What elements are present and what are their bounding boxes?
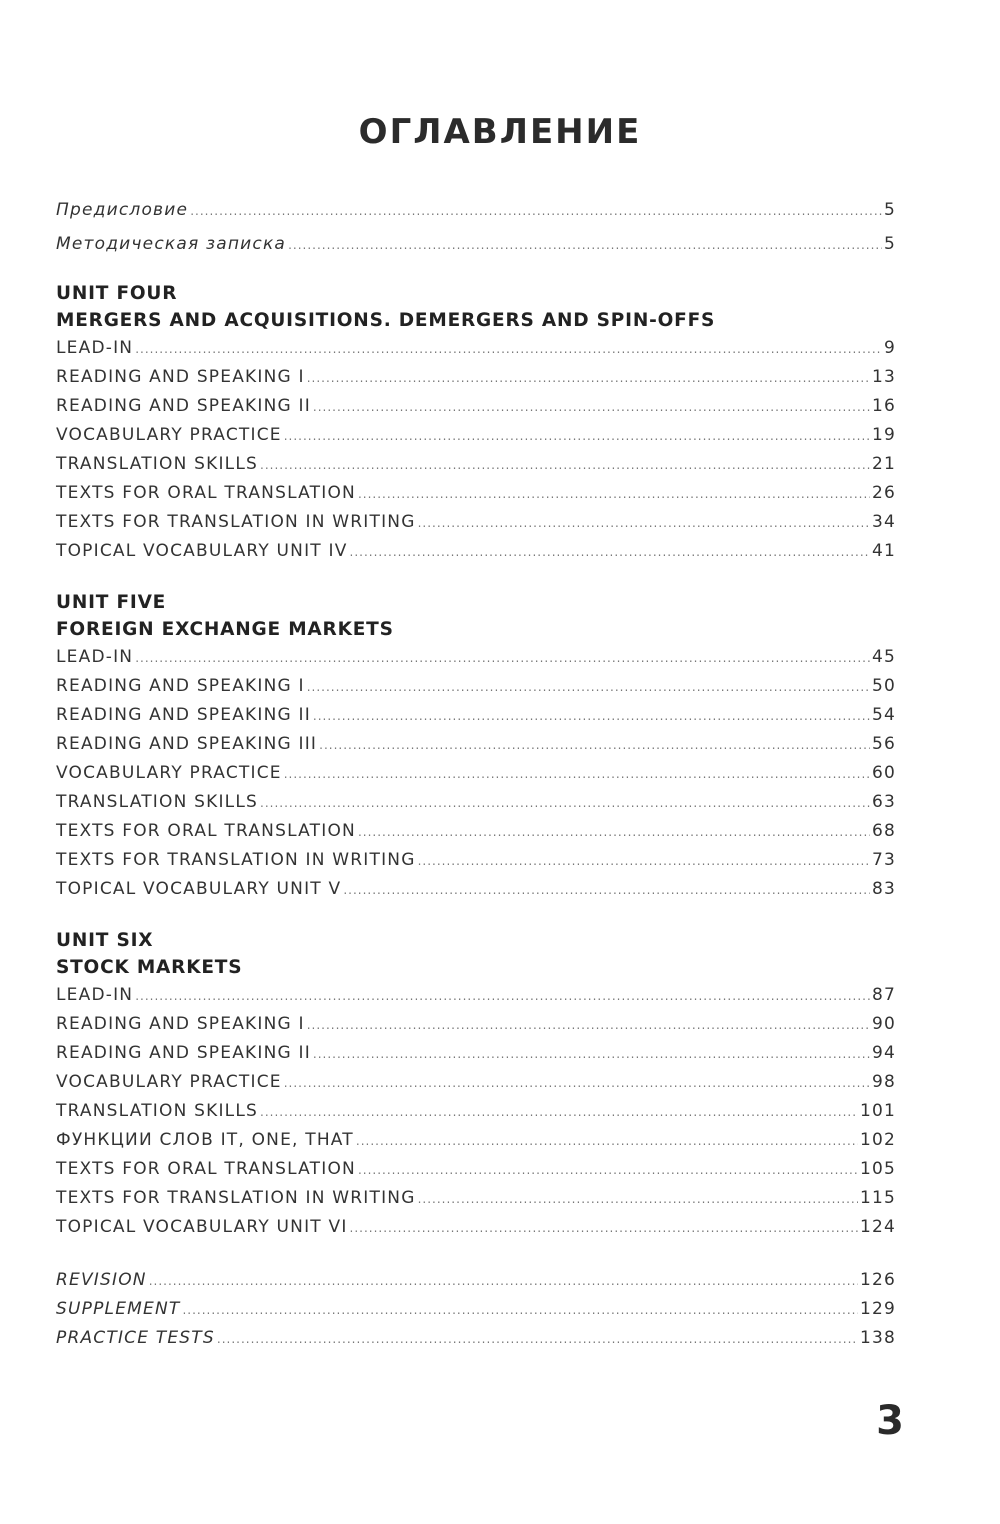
toc-entry-page: 94 <box>871 1043 896 1063</box>
toc-entry-page: 102 <box>859 1130 896 1150</box>
toc-entry-page: 21 <box>871 454 896 474</box>
toc-entry[interactable] <box>56 1295 896 1324</box>
toc-entry-label: READING AND SPEAKING II <box>56 705 311 725</box>
toc-entry[interactable] <box>56 788 896 817</box>
toc-entry-page: 9 <box>883 338 896 358</box>
toc-entry-label: READING AND SPEAKING II <box>56 396 311 416</box>
toc-entry-page: 16 <box>871 396 896 416</box>
dot-leader <box>284 422 870 451</box>
toc-entry[interactable] <box>56 363 896 392</box>
dot-leader <box>307 1011 870 1040</box>
toc-entry-page: 105 <box>859 1159 896 1179</box>
toc-entry[interactable] <box>56 730 896 759</box>
toc-entry[interactable] <box>56 759 896 788</box>
toc-entry[interactable] <box>56 1155 896 1184</box>
dot-leader <box>182 1296 857 1325</box>
toc-entry-page: 5 <box>883 234 896 254</box>
toc-entry[interactable] <box>56 193 896 227</box>
toc-entry[interactable] <box>56 421 896 450</box>
dot-leader <box>358 818 870 847</box>
unit-subtitle: MERGERS AND ACQUISITIONS. DEMERGERS AND SPIN-OFFS <box>56 310 716 331</box>
toc-entry-page: 101 <box>859 1101 896 1121</box>
toc-entry[interactable] <box>56 479 896 508</box>
toc-entry[interactable] <box>56 981 896 1010</box>
dot-leader <box>356 1127 858 1156</box>
page-number: 3 <box>876 1398 904 1444</box>
unit-subtitle: FOREIGN EXCHANGE MARKETS <box>56 619 394 640</box>
dot-leader <box>319 731 870 760</box>
dot-leader <box>288 228 882 262</box>
toc-entry-page: 19 <box>871 425 896 445</box>
dot-leader <box>190 194 882 228</box>
toc-entry[interactable] <box>56 1213 896 1242</box>
toc-entry-page: 56 <box>871 734 896 754</box>
toc-entry[interactable] <box>56 392 896 421</box>
toc-entry-label: REVISION <box>56 1270 147 1290</box>
toc-entry-page: 73 <box>871 850 896 870</box>
toc-entry-page: 115 <box>859 1188 896 1208</box>
toc-entry-label: VOCABULARY PRACTICE <box>56 425 282 445</box>
dot-leader <box>350 1214 858 1243</box>
toc-entry-label: TRANSLATION SKILLS <box>56 1101 259 1121</box>
toc-entry-label: READING AND SPEAKING III <box>56 734 318 754</box>
toc-entry-page: 41 <box>871 541 896 561</box>
toc-entry-page: 83 <box>871 879 896 899</box>
toc-entry-label: READING AND SPEAKING II <box>56 1043 311 1063</box>
dot-leader <box>313 1040 870 1069</box>
dot-leader <box>358 480 870 509</box>
toc-entry-page: 138 <box>859 1328 896 1348</box>
dot-leader <box>284 760 870 789</box>
toc-entry[interactable] <box>56 1068 896 1097</box>
toc-entry-page: 26 <box>871 483 896 503</box>
toc-entry-label: SUPPLEMENT <box>56 1299 181 1319</box>
toc-entry[interactable] <box>56 846 896 875</box>
toc-entry-label: TRANSLATION SKILLS <box>56 792 259 812</box>
toc-entry[interactable] <box>56 508 896 537</box>
front-matter-list <box>56 193 896 261</box>
dot-leader <box>307 673 870 702</box>
unit-subtitle: STOCK MARKETS <box>56 957 243 978</box>
unit-heading: UNIT SIX <box>56 930 154 951</box>
dot-leader <box>284 1069 870 1098</box>
toc-entry[interactable] <box>56 1010 896 1039</box>
dot-leader <box>135 982 870 1011</box>
toc-entry-label: TOPICAL VOCABULARY UNIT VI <box>56 1217 348 1237</box>
toc-entry-label: TRANSLATION SKILLS <box>56 454 259 474</box>
toc-entry[interactable] <box>56 1266 896 1295</box>
dot-leader <box>217 1325 858 1354</box>
toc-entry-label: READING AND SPEAKING I <box>56 367 305 387</box>
unit-heading: UNIT FOUR <box>56 283 178 304</box>
toc-entry-label: TEXTS FOR ORAL TRANSLATION <box>56 1159 356 1179</box>
back-matter-list <box>56 1266 896 1353</box>
dot-leader <box>313 702 870 731</box>
toc-entry[interactable] <box>56 875 896 904</box>
dot-leader <box>260 789 870 818</box>
toc-entry-page: 34 <box>871 512 896 532</box>
toc-entry-label: ФУНКЦИИ СЛОВ IT, ONE, THAT <box>56 1130 354 1150</box>
toc-entry-label: VOCABULARY PRACTICE <box>56 1072 282 1092</box>
dot-leader <box>135 644 870 673</box>
dot-leader <box>260 451 870 480</box>
toc-entry-label: TOPICAL VOCABULARY UNIT V <box>56 879 342 899</box>
dot-leader <box>149 1267 858 1296</box>
toc-entry-label: VOCABULARY PRACTICE <box>56 763 282 783</box>
toc-entry[interactable] <box>56 450 896 479</box>
toc-entry-label: PRACTICE TESTS <box>56 1328 215 1348</box>
toc-entry[interactable] <box>56 817 896 846</box>
unit-six-section <box>56 927 896 1242</box>
toc-entry-label: Предисловие <box>56 200 189 220</box>
page-title: ОГЛАВЛЕНИЕ <box>358 112 642 152</box>
toc-entry[interactable] <box>56 227 896 261</box>
dot-leader <box>418 847 870 876</box>
toc-entry-label: TEXTS FOR ORAL TRANSLATION <box>56 483 356 503</box>
toc-entry-page: 5 <box>883 200 896 220</box>
toc-entry[interactable] <box>56 334 896 363</box>
toc-entry-page: 124 <box>859 1217 896 1237</box>
toc-entry-page: 126 <box>859 1270 896 1290</box>
toc-entry-page: 98 <box>871 1072 896 1092</box>
toc-entry[interactable] <box>56 1126 896 1155</box>
toc-entry-label: TEXTS FOR TRANSLATION IN WRITING <box>56 512 416 532</box>
toc-entry[interactable] <box>56 537 896 566</box>
toc-entry[interactable] <box>56 701 896 730</box>
toc-entry-label: LEAD-IN <box>56 338 134 358</box>
toc-entry-page: 60 <box>871 763 896 783</box>
dot-leader <box>135 335 882 364</box>
dot-leader <box>350 538 870 567</box>
toc-entry[interactable] <box>56 1184 896 1213</box>
dot-leader <box>260 1098 858 1127</box>
toc-entry[interactable] <box>56 1097 896 1126</box>
dot-leader <box>343 876 870 905</box>
toc-entry-page: 68 <box>871 821 896 841</box>
toc-entry-label: TEXTS FOR TRANSLATION IN WRITING <box>56 850 416 870</box>
toc-entry-label: Методическая записка <box>56 234 287 254</box>
toc-entry[interactable] <box>56 1324 896 1353</box>
dot-leader <box>418 1185 858 1214</box>
toc-entry-label: TOPICAL VOCABULARY UNIT IV <box>56 541 348 561</box>
toc-entry-label: LEAD-IN <box>56 647 134 667</box>
toc-entry-label: LEAD-IN <box>56 985 134 1005</box>
unit-four-section <box>56 280 896 566</box>
toc-entry-page: 54 <box>871 705 896 725</box>
toc-entry-page: 45 <box>871 647 896 667</box>
toc-entry-page: 129 <box>859 1299 896 1319</box>
unit-heading: UNIT FIVE <box>56 592 167 613</box>
dot-leader <box>358 1156 858 1185</box>
toc-entry-page: 87 <box>871 985 896 1005</box>
dot-leader <box>418 509 870 538</box>
toc-entry-label: TEXTS FOR ORAL TRANSLATION <box>56 821 356 841</box>
toc-entry-page: 13 <box>871 367 896 387</box>
toc-entry[interactable] <box>56 1039 896 1068</box>
toc-entry[interactable] <box>56 672 896 701</box>
toc-entry[interactable] <box>56 643 896 672</box>
dot-leader <box>307 364 870 393</box>
unit-five-section <box>56 589 896 904</box>
toc-entry-page: 50 <box>871 676 896 696</box>
toc-entry-label: READING AND SPEAKING I <box>56 1014 305 1034</box>
dot-leader <box>313 393 870 422</box>
toc-entry-label: READING AND SPEAKING I <box>56 676 305 696</box>
toc-entry-page: 63 <box>871 792 896 812</box>
toc-entry-label: TEXTS FOR TRANSLATION IN WRITING <box>56 1188 416 1208</box>
toc-entry-page: 90 <box>871 1014 896 1034</box>
